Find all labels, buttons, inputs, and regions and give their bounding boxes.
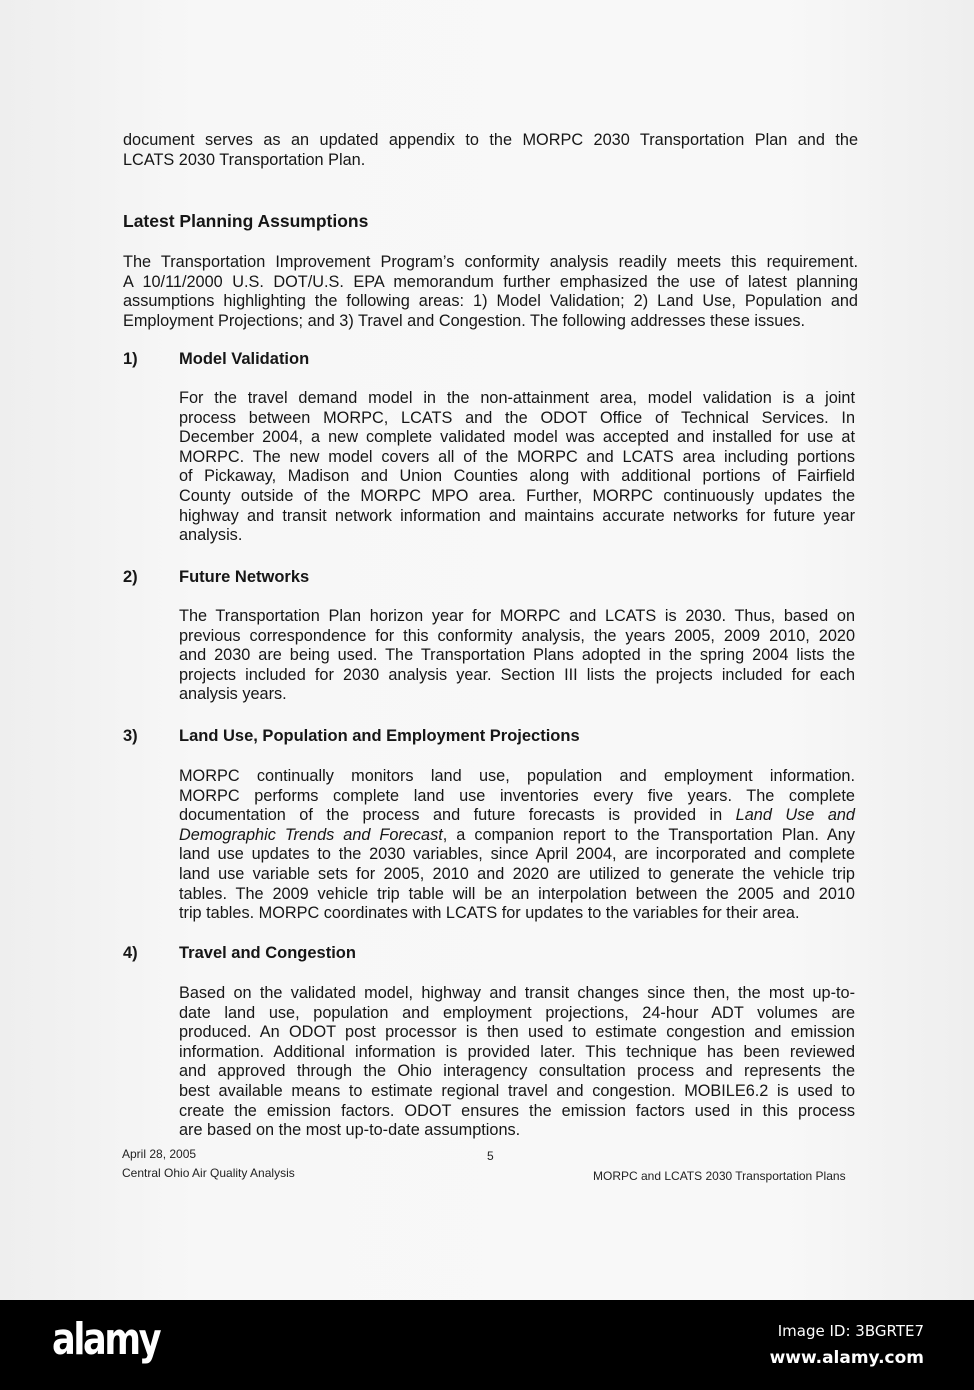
text-line: trip tables. MORPC coordinates with LCATS for updates to the variables for their area. bbox=[179, 904, 800, 923]
section-paragraph bbox=[179, 767, 855, 924]
text-line: projects included for 2030 analysis year. Section III lists the projects included for each bbox=[179, 665, 855, 684]
text-line: Based on the validated model, highway and transit changes since then, the most up-to- bbox=[179, 984, 855, 1002]
text-line: LCATS 2030 Transportation Plan. bbox=[123, 150, 366, 169]
text-line: assumptions highlighting the following areas: 1) Model Validation; 2) Land Use, Population and bbox=[123, 292, 858, 311]
text-line: Demographic Trends and Forecast, a companion report to the Transportation Plan. Any bbox=[179, 825, 855, 844]
text-line: previous correspondence for this conformity analysis, the years 2005, 2009 2010, 2020 bbox=[179, 626, 855, 645]
text-line: documentation of the process and future forecasts is provided in Land Use and bbox=[179, 806, 855, 825]
section-paragraph bbox=[179, 984, 855, 1141]
section-title: Model Validation bbox=[179, 350, 310, 368]
section-title: Travel and Congestion bbox=[179, 944, 356, 962]
section-title: Land Use, Population and Employment Projections bbox=[179, 727, 580, 745]
image-id: Image ID: 3BGRTE7 bbox=[777, 1322, 924, 1340]
footer-right: MORPC and LCATS 2030 Transportation Plans bbox=[593, 1169, 846, 1183]
text-line: MORPC performs complete land use inventories every five years. The complete bbox=[179, 786, 855, 805]
footer-left: Central Ohio Air Quality Analysis bbox=[122, 1166, 295, 1180]
section-title: Future Networks bbox=[179, 568, 310, 586]
section-number: 2) bbox=[123, 568, 138, 586]
site-url: www.alamy.com bbox=[769, 1348, 924, 1368]
text-line: process between MORPC, LCATS and the ODOT Office of Technical Services. In bbox=[179, 408, 855, 427]
section-number: 3) bbox=[123, 727, 138, 745]
text-line: land use variable sets for 2005, 2010 and 2020 are utilized to generate the vehicle trip bbox=[179, 864, 855, 883]
text-line: County outside of the MORPC MPO area. Further, MORPC continuously updates the bbox=[179, 486, 855, 505]
section-number: 4) bbox=[123, 944, 138, 962]
watermark-banner bbox=[0, 1300, 974, 1390]
text-line: analysis years. bbox=[179, 685, 287, 704]
text-line: and approved through the Ohio interagency consultation process and represents the bbox=[179, 1062, 855, 1081]
text-line: The Transportation Improvement Program’s conformity analysis readily meets this requirement. bbox=[123, 253, 858, 271]
text-line: tables. The 2009 vehicle trip table will be an interpolation between the 2005 and 2010 bbox=[179, 884, 855, 903]
assumptions-paragraph bbox=[123, 253, 858, 331]
page-number: 5 bbox=[487, 1149, 494, 1163]
text-line: land use updates to the 2030 variables, since April 2004, are incorporated and complete bbox=[179, 845, 855, 864]
alamy-logo: alamy bbox=[52, 1314, 160, 1365]
text-line: highway and transit network information and maintains accurate networks for future year bbox=[179, 506, 855, 525]
text-line: MORPC continually monitors land use, population and employment information. bbox=[179, 767, 855, 785]
section-paragraph bbox=[179, 389, 855, 546]
text-line: analysis. bbox=[179, 526, 243, 545]
text-line: and 2030 are being used. The Transportation Plans adopted in the spring 2004 lists the bbox=[179, 646, 855, 665]
text-line: date land use, population and employment projections, 24-hour ADT volumes are bbox=[179, 1003, 855, 1022]
text-line: A 10/11/2000 U.S. DOT/U.S. EPA memorandum further emphasized the use of latest planning bbox=[123, 272, 858, 291]
text-line: The Transportation Plan horizon year for MORPC and LCATS is 2030. Thus, based on bbox=[179, 607, 855, 625]
intro-paragraph bbox=[123, 131, 858, 170]
text-line: produced. An ODOT post processor is then used to estimate congestion and emission bbox=[179, 1023, 855, 1042]
section-number: 1) bbox=[123, 350, 138, 368]
text-line: For the travel demand model in the non-attainment area, model validation is a joint bbox=[179, 389, 855, 407]
text-line: Employment Projections; and 3) Travel and Congestion. The following addresses these issues. bbox=[123, 311, 806, 330]
text-line: best available means to estimate regional travel and congestion. MOBILE6.2 is used to bbox=[179, 1081, 855, 1100]
section-paragraph bbox=[179, 607, 855, 705]
text-line: of Pickaway, Madison and Union Counties along with additional portions of Fairfield bbox=[179, 467, 855, 486]
footer-date: April 28, 2005 bbox=[122, 1147, 197, 1161]
section-heading: Latest Planning Assumptions bbox=[123, 211, 369, 231]
text-line: are based on the most up-to-date assumptions. bbox=[179, 1121, 521, 1140]
text-line: information. Additional information is provided later. This technique has been reviewed bbox=[179, 1042, 855, 1061]
text-line: document serves as an updated appendix to the MORPC 2030 Transportation Plan and the bbox=[123, 131, 858, 149]
text-line: create the emission factors. ODOT ensures the emission factors used in this process bbox=[179, 1101, 855, 1120]
text-line: MORPC. The new model covers all of the MORPC and LCATS area including portions bbox=[179, 447, 855, 466]
text-line: December 2004, a new complete validated model was accepted and installed for use at bbox=[179, 428, 855, 447]
